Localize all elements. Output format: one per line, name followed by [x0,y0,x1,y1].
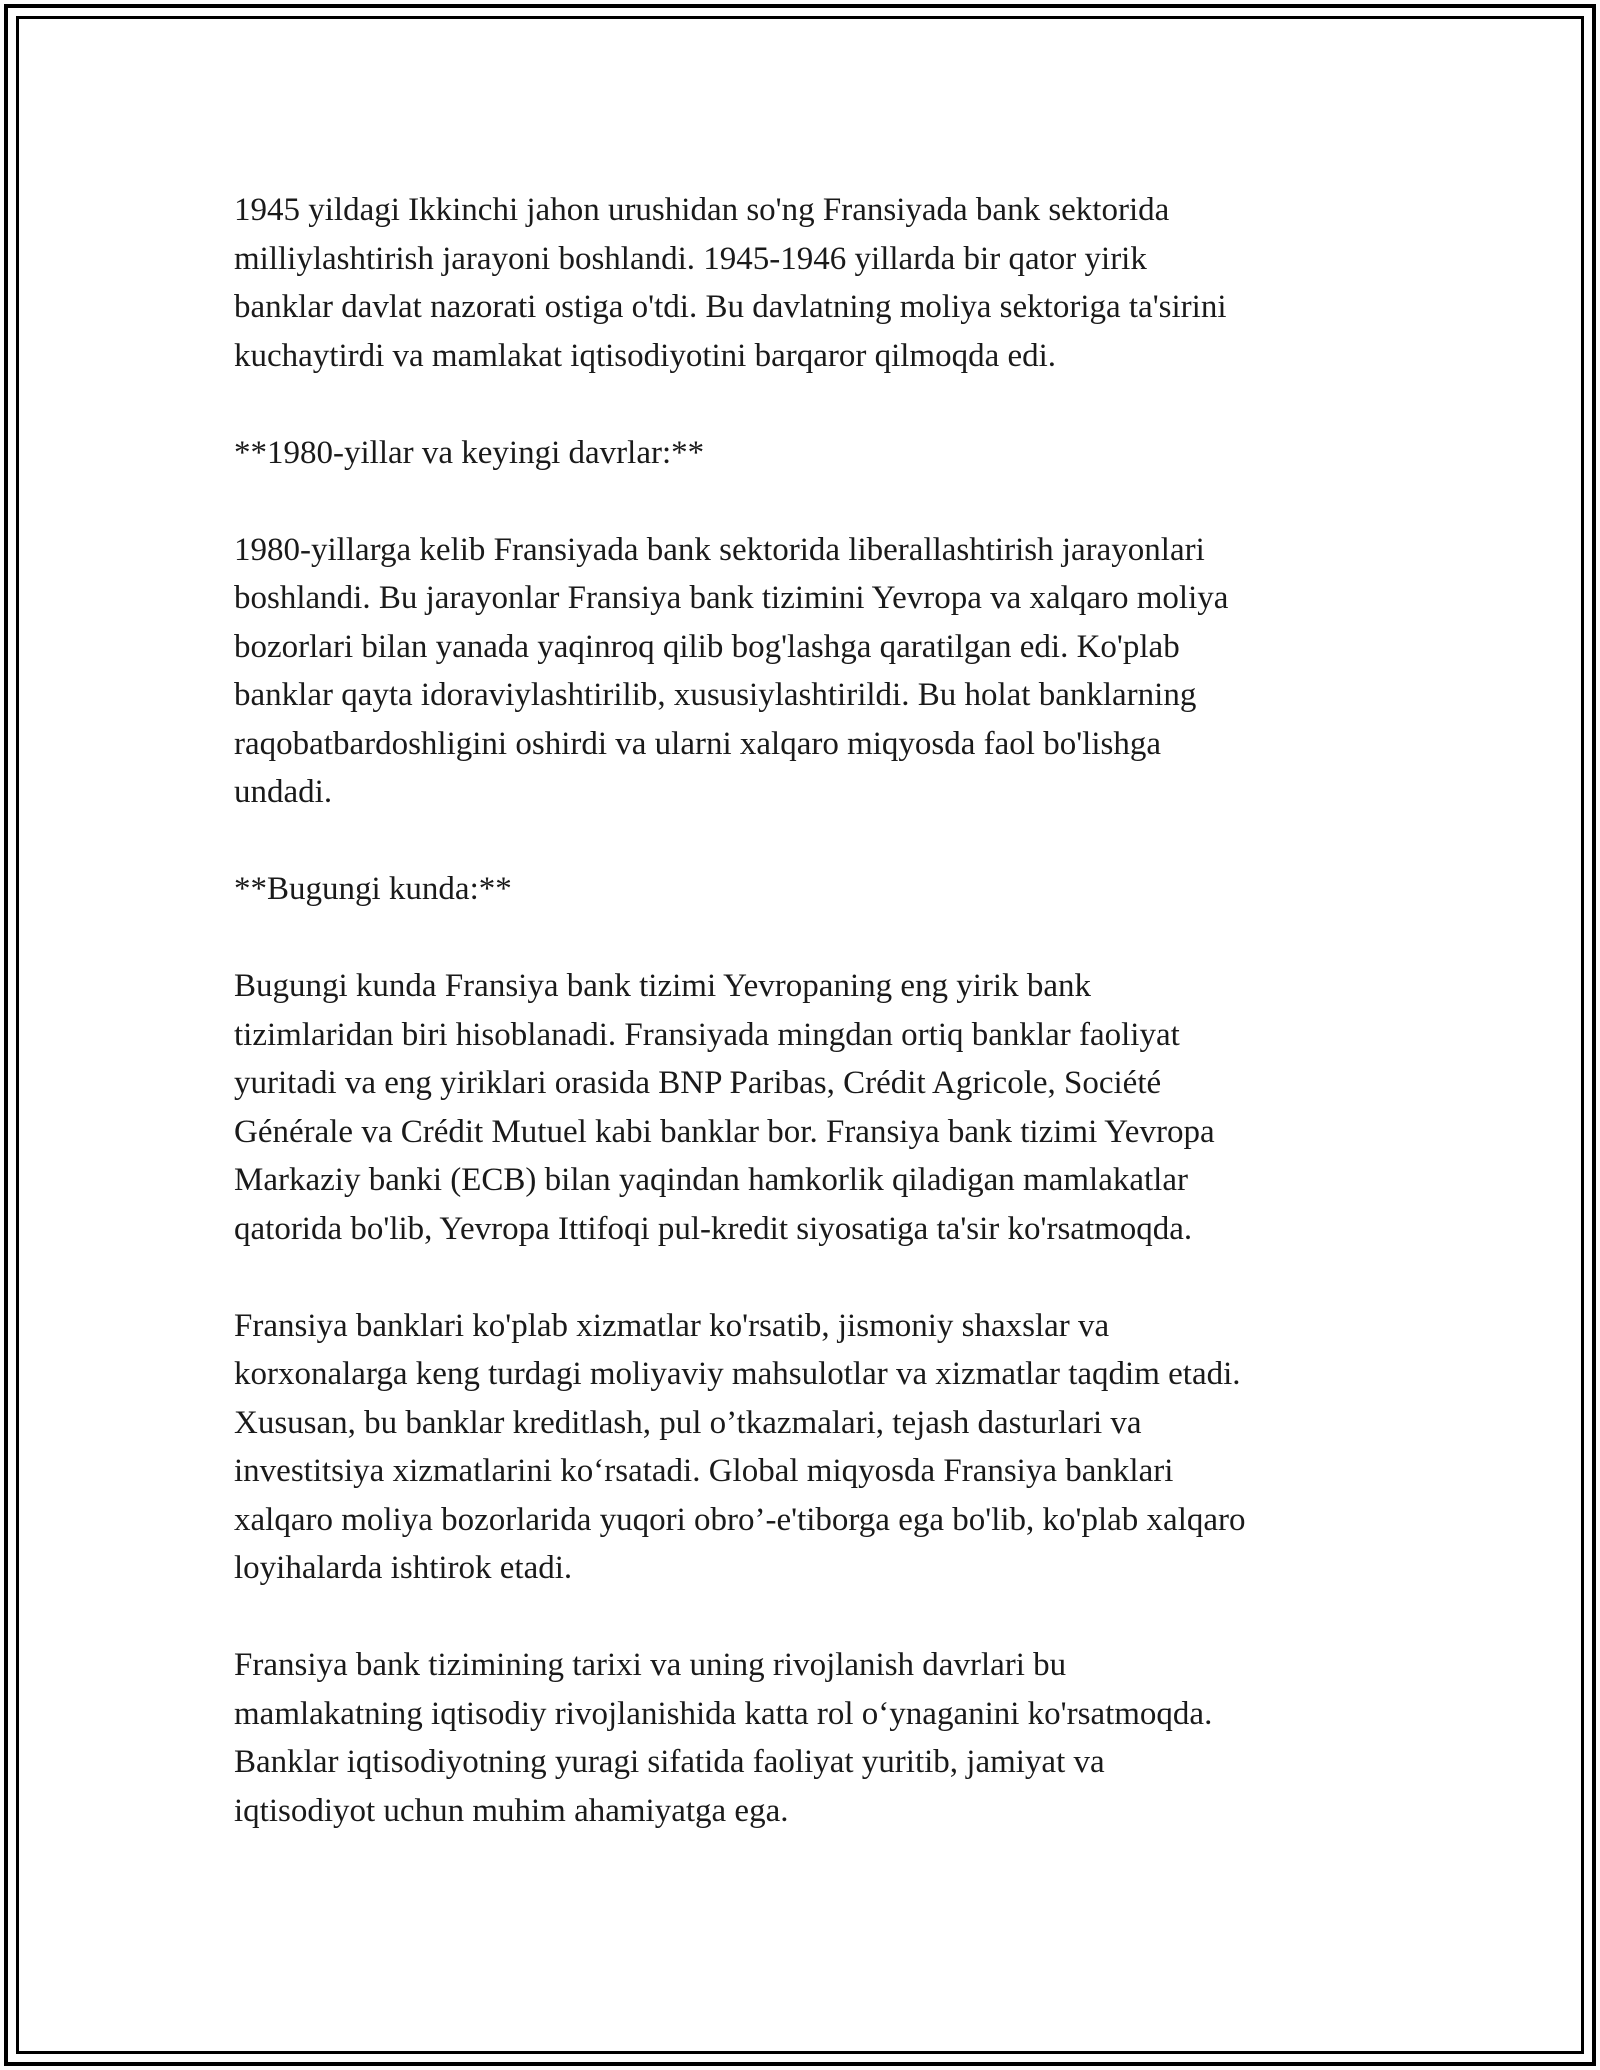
paragraph-services: Fransiya banklari ko'plab xizmatlar ko'rsatib, jismoniy shaxslar va korxonalarga keng turdagi moliyaviy mahsulotlar va xizmatlar taqdim etadi. Xususan, bu banklar kreditlash, pul o’tkazmalari, tejash dasturlari va investitsiya xizmatlarini ko‘rsatadi. Global miqyosda Fransiya banklari xalqaro moliya bozorlarida yuqori obro’-e'tiborga ega bo'lib, ko'plab xalqaro loyihalarda ishtirok etadi. [234,1307,1246,1586]
paragraph-liberalization: 1980-yillarga kelib Fransiyada bank sektorida liberallashtirish jarayonlari boshlandi. Bu jarayonlar Fransiya bank tizimini Yevropa va xalqaro moliya bozorlari bilan yanada yaqinroq qilib bog'lashga qaratilgan edi. Ko'plab banklar qayta idoraviylashtirilib, xususiylashtirildi. Bu holat banklarning raqobatbardoshligini oshirdi va ularni xalqaro miqyosda faol bo'lishga undadi. [234,531,1229,810]
heading-today: **Bugungi kunda:** [234,871,512,907]
document-body [234,186,1384,1884]
paragraph-conclusion: Fransiya bank tizimining tarixi va uning rivojlanish davrlari bu mamlakatning iqtisodiy rivojlanishida katta rol o‘ynaganini ko'rsatmoqda. Banklar iqtisodiyotning yuragi sifatida faoliyat yuritib, jamiyat va iqtisodiyot uchun muhim ahamiyatga ega. [234,1647,1213,1829]
paragraph-today: Bugungi kunda Fransiya bank tizimi Yevropaning eng yirik bank tizimlaridan biri hisoblanadi. Fransiyada mingdan ortiq banklar faoliyat yuritadi va eng yiriklari orasida BNP Paribas, Crédit Agricole, Société Générale va Crédit Mutuel kabi banklar bor. Fransiya bank tizimi Yevropa Markaziy banki (ECB) bilan yaqindan hamkorlik qiladigan mamlakatlar qatorida bo'lib, Yevropa Ittifoqi pul-kredit siyosatiga ta'sir ko'rsatmoqda. [234,968,1215,1247]
heading-1980s: **1980-yillar va keyingi davrlar:** [234,434,705,471]
paragraph-nationalization: 1945 yildagi Ikkinchi jahon urushidan so'ng Fransiyada bank sektorida milliylashtirish jarayoni boshlandi. 1945-1946 yillarda bir qator yirik banklar davlat nazorati ostiga o'tdi. Bu davlatning moliya sektoriga ta'sirini kuchaytirdi va mamlakat iqtisodiyotini barqaror qilmoqda edi. [234,192,1227,374]
